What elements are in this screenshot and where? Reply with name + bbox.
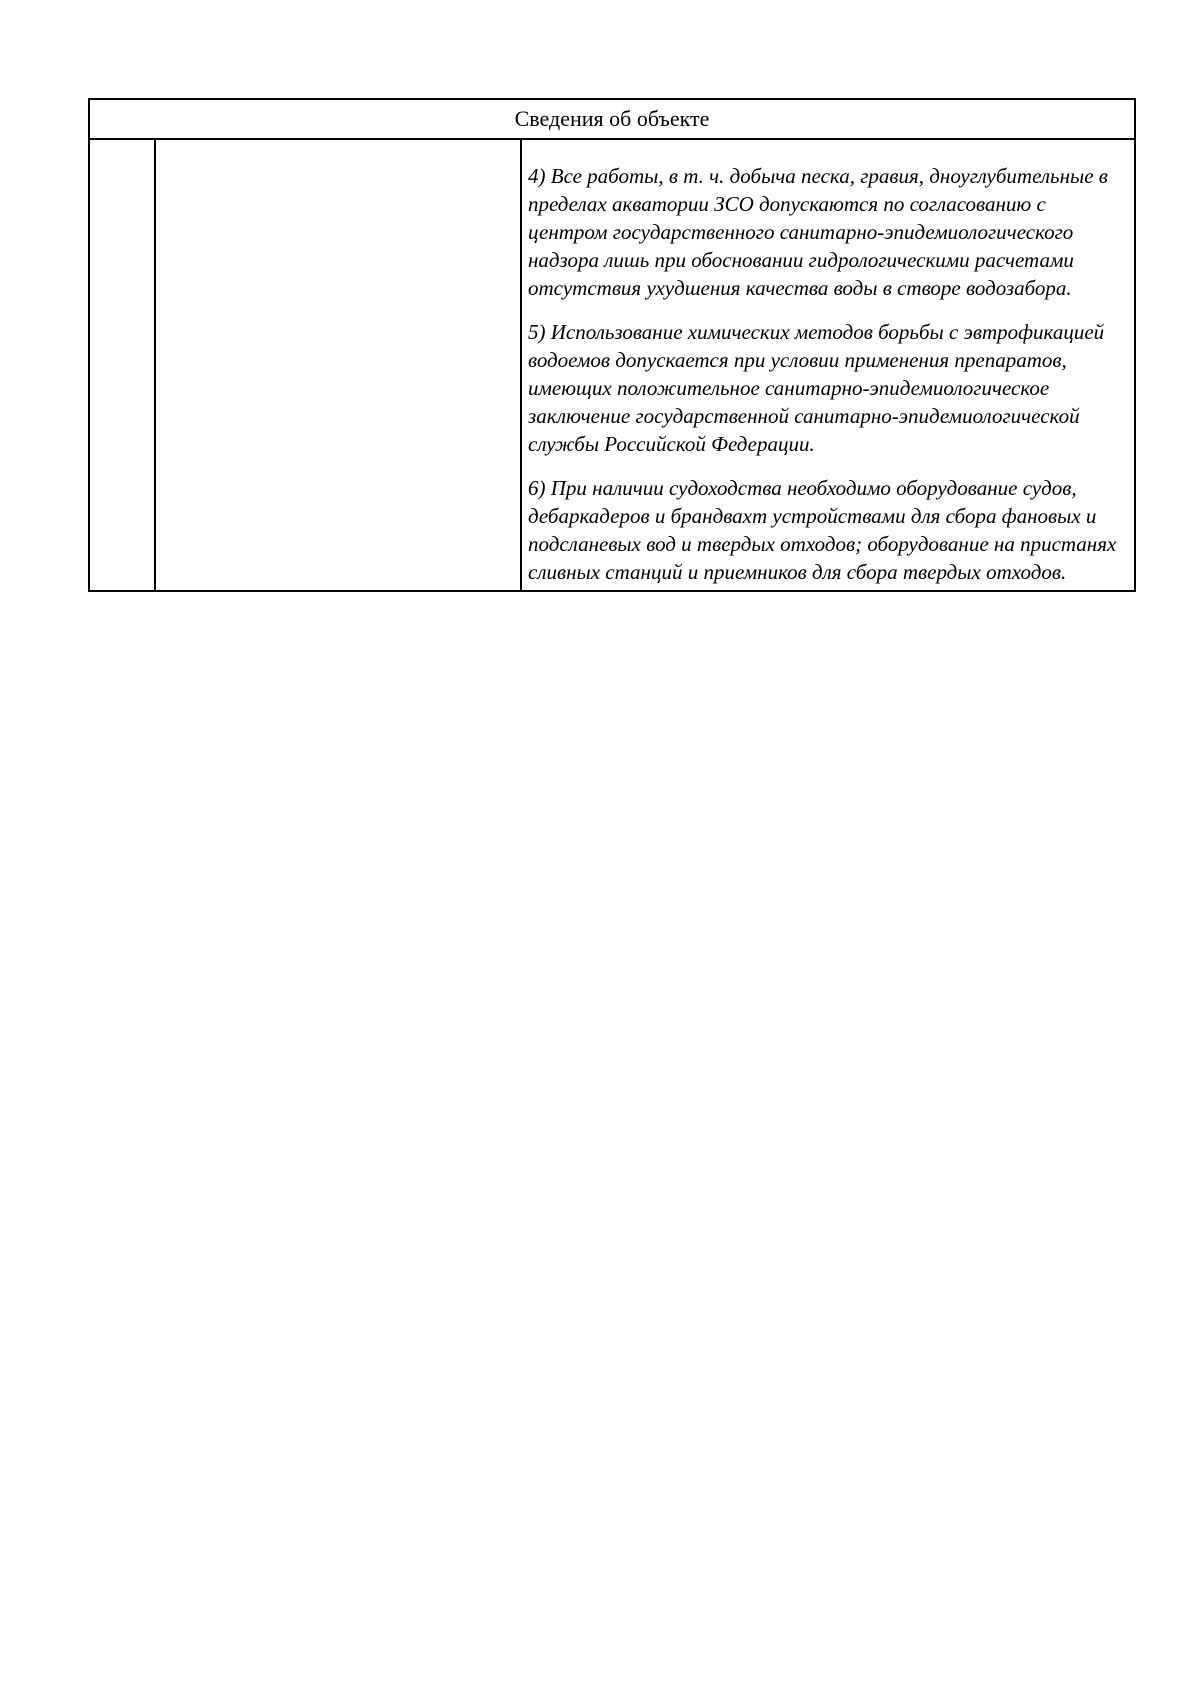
row-info-cell — [521, 139, 1135, 591]
object-info-table — [88, 98, 1136, 592]
table-header-row — [89, 99, 1135, 139]
paragraph-4: 4) Все работы, в т. ч. добыча песка, гравия, дноуглубительные в пределах акватории ЗСО допускаются по согласованию с центром государственного санитарно-эпидемиологического надзора лишь при обосновании гидрологическими расчетами отсутствия ухудшения качества воды в створе водозабора. — [528, 164, 1108, 300]
row-name-cell — [155, 139, 521, 591]
row-number-cell — [89, 139, 155, 591]
table-row — [89, 139, 1135, 591]
paragraph-6: 6) При наличии судоходства необходимо оборудование судов, дебаркадеров и брандвахт устройствами для сбора фановых и подсланевых вод и твердых отходов; оборудование на пристанях сливных станций и приемников для сбора твердых отходов. — [528, 476, 1117, 584]
paragraph-5: 5) Использование химических методов борьбы с эвтрофикацией водоемов допускается при условии применения препаратов, имеющих положительное санитарно-эпидемиологическое заключение государственной санитарно-эпидемиологической службы Российской Федерации. — [528, 320, 1105, 456]
table-header: Сведения об объекте — [89, 99, 1135, 139]
